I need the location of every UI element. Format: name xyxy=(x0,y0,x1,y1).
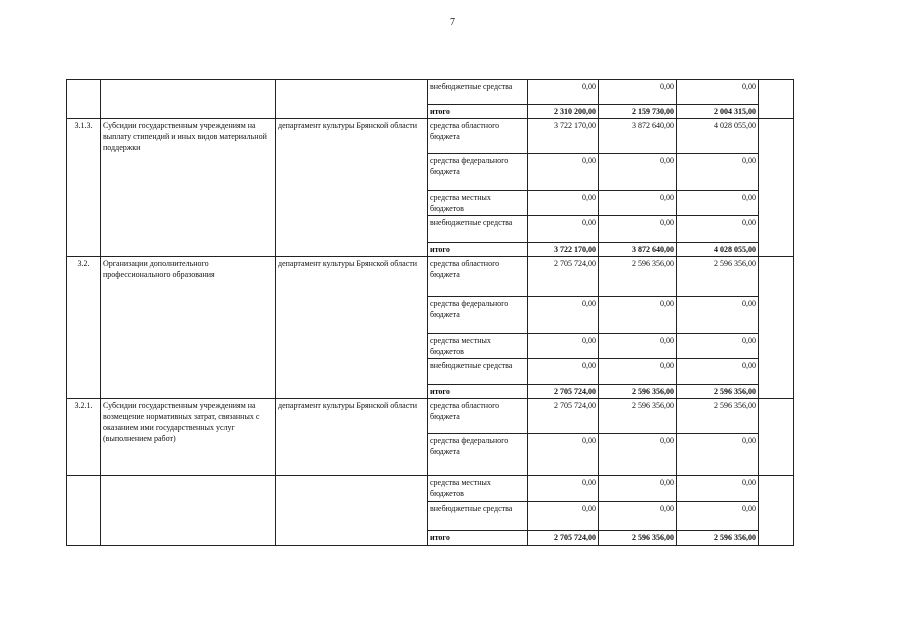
executor-cell xyxy=(276,476,428,546)
value-cell-year1: 2 705 724,00 xyxy=(528,531,599,546)
source-cell: итого xyxy=(428,531,528,546)
value-cell-year1: 0,00 xyxy=(528,359,599,385)
name-cell xyxy=(101,476,276,546)
page-number: 7 xyxy=(450,17,455,28)
value-cell-year1: 0,00 xyxy=(528,334,599,359)
value-cell-year2: 0,00 xyxy=(599,297,677,334)
section-executor: департамент культуры Брянской области xyxy=(276,119,428,257)
empty-cell xyxy=(759,80,794,105)
section-name: Субсидии государственным учреждениям на возмещение нормативных затрат, связанных с оказанием ими государственных услуг (выполнением работ) xyxy=(101,399,276,476)
empty-cell xyxy=(759,119,794,257)
section-executor: департамент культуры Брянской области xyxy=(276,257,428,399)
value-cell-year3: 0,00 xyxy=(677,334,759,359)
value-cell-year3: 2 596 356,00 xyxy=(677,531,759,546)
value-cell-year2: 0,00 xyxy=(599,154,677,191)
value-cell-year2: 0,00 xyxy=(599,359,677,385)
value-cell-year1: 3 722 170,00 xyxy=(528,119,599,154)
value-cell-year1: 0,00 xyxy=(528,80,599,105)
value-cell-year1: 0,00 xyxy=(528,297,599,334)
table-row xyxy=(67,257,794,297)
value-cell-year1: 0,00 xyxy=(528,502,599,531)
value-cell-year2: 0,00 xyxy=(599,191,677,216)
value-cell-year1: 0,00 xyxy=(528,191,599,216)
value-cell-year2: 0,00 xyxy=(599,476,677,502)
source-cell: средства областного бюджета xyxy=(428,399,528,434)
name-cell xyxy=(101,105,276,119)
source-cell: средства федерального бюджета xyxy=(428,297,528,334)
value-cell-year3: 0,00 xyxy=(677,476,759,502)
table-row xyxy=(67,80,794,105)
value-cell-year3: 0,00 xyxy=(677,191,759,216)
value-cell-year2: 2 596 356,00 xyxy=(599,257,677,297)
value-cell-year1: 0,00 xyxy=(528,476,599,502)
value-cell-year1: 0,00 xyxy=(528,434,599,476)
section-executor: департамент культуры Брянской области xyxy=(276,399,428,476)
value-cell-year3: 4 028 055,00 xyxy=(677,119,759,154)
value-cell-year3: 2 596 356,00 xyxy=(677,385,759,399)
value-cell-year2: 2 596 356,00 xyxy=(599,385,677,399)
executor-cell xyxy=(276,105,428,119)
section-code: 3.2. xyxy=(67,257,101,399)
value-cell-year1: 0,00 xyxy=(528,216,599,243)
source-cell: средства областного бюджета xyxy=(428,257,528,297)
value-cell-year3: 0,00 xyxy=(677,297,759,334)
name-cell xyxy=(101,80,276,105)
table-row-total xyxy=(67,105,794,119)
value-cell-year3: 0,00 xyxy=(677,154,759,191)
source-cell: итого xyxy=(428,105,528,119)
value-cell-year3: 0,00 xyxy=(677,216,759,243)
value-cell-year2: 0,00 xyxy=(599,334,677,359)
value-cell-year2: 2 596 356,00 xyxy=(599,531,677,546)
value-cell-year3: 0,00 xyxy=(677,359,759,385)
value-cell-year2: 3 872 640,00 xyxy=(599,243,677,257)
value-cell-year1: 2 310 200,00 xyxy=(528,105,599,119)
section-name: Субсидии государственным учреждениям на выплату стипендий и иных видов материальной поддержки xyxy=(101,119,276,257)
source-cell: средства местных бюджетов xyxy=(428,191,528,216)
table-row xyxy=(67,476,794,502)
code-cell xyxy=(67,476,101,546)
empty-cell xyxy=(759,399,794,476)
value-cell-year3: 2 596 356,00 xyxy=(677,399,759,434)
source-cell: средства местных бюджетов xyxy=(428,476,528,502)
value-cell-year1: 3 722 170,00 xyxy=(528,243,599,257)
source-cell: внебюджетные средства xyxy=(428,80,528,105)
value-cell-year1: 0,00 xyxy=(528,154,599,191)
source-cell: средства областного бюджета xyxy=(428,119,528,154)
empty-cell xyxy=(759,476,794,546)
table-row xyxy=(67,119,794,154)
value-cell-year2: 0,00 xyxy=(599,502,677,531)
value-cell-year2: 0,00 xyxy=(599,434,677,476)
code-cell xyxy=(67,105,101,119)
section-name: Организации дополнительного профессионального образования xyxy=(101,257,276,399)
source-cell: средства федерального бюджета xyxy=(428,434,528,476)
value-cell-year2: 0,00 xyxy=(599,216,677,243)
value-cell-year1: 2 705 724,00 xyxy=(528,385,599,399)
empty-cell xyxy=(759,257,794,399)
source-cell: внебюджетные средства xyxy=(428,359,528,385)
section-code: 3.1.3. xyxy=(67,119,101,257)
executor-cell xyxy=(276,80,428,105)
table-row xyxy=(67,399,794,434)
value-cell-year2: 2 596 356,00 xyxy=(599,399,677,434)
code-cell xyxy=(67,80,101,105)
value-cell-year1: 2 705 724,00 xyxy=(528,399,599,434)
source-cell: внебюджетные средства xyxy=(428,216,528,243)
value-cell-year3: 2 004 315,00 xyxy=(677,105,759,119)
empty-cell xyxy=(759,105,794,119)
value-cell-year3: 4 028 055,00 xyxy=(677,243,759,257)
value-cell-year1: 2 705 724,00 xyxy=(528,257,599,297)
budget-table xyxy=(66,79,794,546)
source-cell: средства местных бюджетов xyxy=(428,334,528,359)
value-cell-year2: 3 872 640,00 xyxy=(599,119,677,154)
source-cell: внебюджетные средства xyxy=(428,502,528,531)
value-cell-year2: 2 159 730,00 xyxy=(599,105,677,119)
value-cell-year2: 0,00 xyxy=(599,80,677,105)
value-cell-year3: 0,00 xyxy=(677,502,759,531)
value-cell-year3: 0,00 xyxy=(677,434,759,476)
source-cell: итого xyxy=(428,385,528,399)
value-cell-year3: 2 596 356,00 xyxy=(677,257,759,297)
source-cell: средства федерального бюджета xyxy=(428,154,528,191)
value-cell-year3: 0,00 xyxy=(677,80,759,105)
source-cell: итого xyxy=(428,243,528,257)
section-code: 3.2.1. xyxy=(67,399,101,476)
